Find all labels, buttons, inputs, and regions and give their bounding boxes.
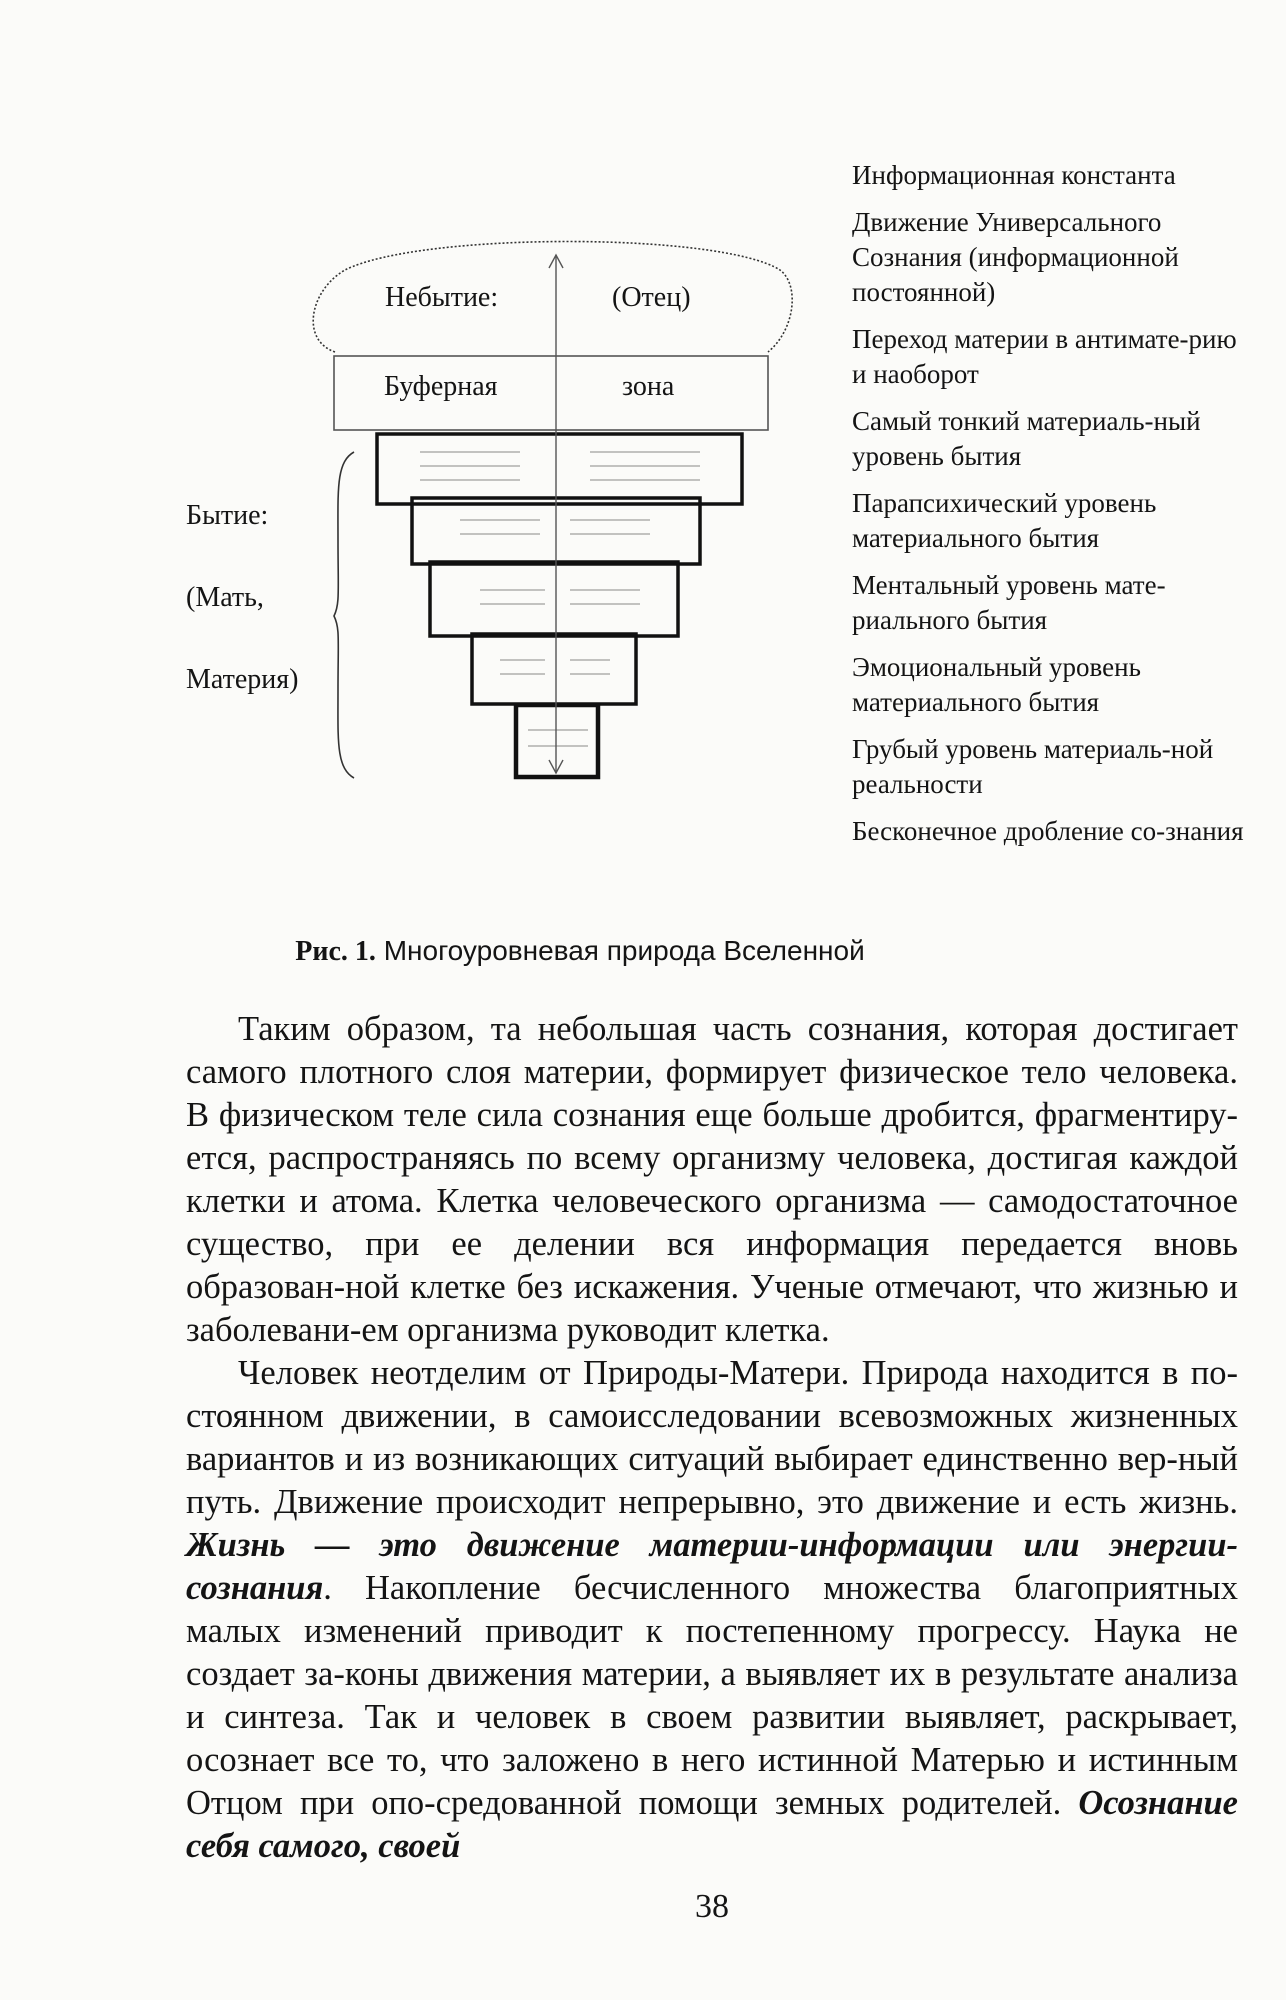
being-label: Бытие: — [186, 500, 269, 531]
p2-text-b: . Накопление бесчисленного множества благоприятных малых изменений приводит к постепенному прогрессу. Наука не создает за-коны движения материи, а выявляет их в результате анализа и синтеза. Так и человек в своем развитии выявляет, раскрывает, осознает все то, что заложено в него истинной Матерью и истинным Отцом при опо-средованной помощи земных родителей. — [186, 1569, 1238, 1822]
legend-item: Парапсихический уровень материального бытия — [852, 488, 1157, 553]
legend-item: Грубый уровень материаль-ной реальности — [852, 734, 1214, 799]
legend-item: Эмоциональный уровень материального бытия — [852, 652, 1141, 717]
caption-title: Многоуровневая природа Вселенной — [383, 935, 865, 966]
vertical-arrow — [549, 255, 563, 773]
p2-emphasis-2: Осознание себя самого, своей — [186, 1784, 1238, 1865]
level-5 — [516, 705, 598, 777]
level-1 — [377, 434, 742, 504]
figure-caption — [0, 934, 1160, 969]
p2-emphasis-1: Жизнь — это движение материи-информации или энергии-сознания — [186, 1526, 1238, 1607]
left-brace — [334, 452, 354, 778]
father-label: (Отец) — [612, 282, 691, 313]
zone-label: зона — [622, 371, 675, 402]
nonbeing-label: Небытие: — [385, 282, 499, 313]
legend-item: Самый тонкий материаль-ный уровень бытия — [852, 406, 1201, 471]
buffer-label: Буферная — [384, 371, 498, 402]
legend-item: Бесконечное дробление со-знания — [852, 816, 1244, 846]
matter-label: Материя) — [186, 664, 299, 695]
level-3 — [430, 562, 678, 636]
body-text — [186, 1008, 1238, 1868]
levels-legend — [852, 158, 1252, 849]
p2-text-a: Человек неотделим от Природы-Матери. Природа находится в по-стоянном движении, в самоисследовании всевозможных жизненных вариантов и из возникающих ситуаций выбирает единственно вер-ный путь. Движение происходит непрерывно, это движение и есть жизнь. — [186, 1354, 1238, 1521]
mother-label: (Мать, — [186, 582, 264, 613]
legend-item: Информационная константа — [852, 160, 1176, 190]
paragraph-1: Таким образом, та небольшая часть сознания, которая достигает самого плотного слоя материи, формирует физическое тело человека. В физическом теле сила сознания еще больше дробится, фрагментиру-ется, распространяясь по всему организму человека, достигая каждой клетки и атома. Клетка человеческого организма — самодостаточное существо, при ее делении вся информация передается вновь образован-ной клетке без искажения. Ученые отмечают, что жизнью и заболевани-ем организма руководит клетка. — [186, 1010, 1238, 1349]
caption-prefix: Рис. 1. — [295, 936, 376, 967]
legend-item: Переход материи в антимате-рию и наоборот — [852, 324, 1237, 389]
legend-item: Ментальный уровень мате-риального бытия — [852, 570, 1166, 635]
page-number: 38 — [695, 1888, 729, 1925]
level-4 — [472, 634, 636, 704]
legend-item: Движение Универсального Сознания (информационной постоянной) — [852, 207, 1179, 307]
paragraph-2 — [186, 1352, 1238, 1868]
